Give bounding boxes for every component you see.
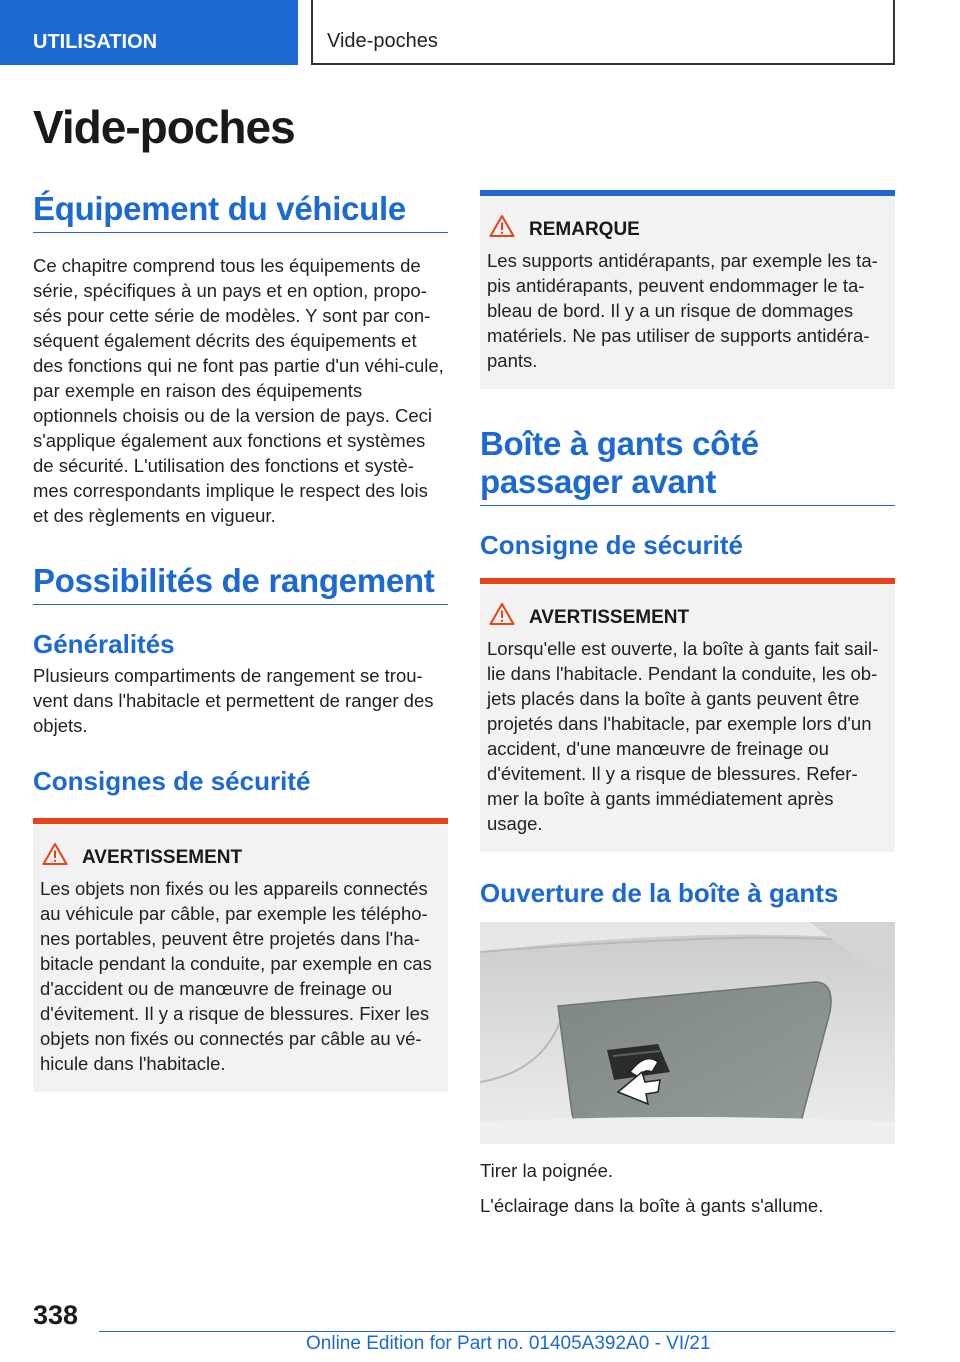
page-number: 338	[33, 1300, 79, 1330]
paragraph-equipement: Ce chapitre comprend tous les équipements de série, spécifiques à un pays et en option, propo-sés pour cette série de modèles. Y sont par con-séquent également décrits des équipements et des fonctions qui ne font pas partie d'un véhi-cule, par exemple en raison des équipements optionnels choisis ou de la version de pays. Ceci s'applique également aux fonctions et systèmes de sécurité. L'utilisation des fonctions et systè-mes correspondants implique le respect des lois et des règlements en vigueur.	[33, 255, 444, 526]
warning-text-glovebox: Lorsqu'elle est ouverte, la boîte à gants fait sail-lie dans l'habitacle. Pendant la conduite, les ob-jets placés dans la boîte à gants peuvent être projetés dans l'habitacle, par exemple lors d'un accident, d'une manœuvre de freinage ou d'évitement. Il y a risque de blessures. Refer-mer la boîte à gants immédiatement après usage.	[487, 638, 879, 834]
left-column	[33, 190, 448, 1092]
heading-consigne: Consigne de sécurité	[480, 530, 743, 560]
warning-triangle-icon	[489, 602, 515, 634]
right-column	[480, 190, 895, 1218]
paragraph-generalites: Plusieurs compartiments de rangement se trou-vent dans l'habitacle et permettent de ranger des objets.	[33, 665, 434, 736]
heading-generalites: Généralités	[33, 629, 175, 659]
breadcrumb: Vide-poches	[311, 0, 895, 65]
warning-label: AVERTISSEMENT	[82, 847, 243, 868]
page-title: Vide-poches	[33, 101, 295, 153]
remark-label: REMARQUE	[529, 219, 640, 240]
warning-text: Les objets non fixés ou les appareils connectés au véhicule par câble, par exemple les télépho-nes portables, peuvent être projetés dans l'ha-bitacle pendant la conduite, par exemple en cas d'accident ou de manœuvre de freinage ou d'évitement. Il y a risque de blessures. Fixer les objets non fixés ou connectés par câble au vé-hicule dans l'habitacle.	[40, 878, 432, 1074]
glovebox-photo	[480, 922, 895, 1144]
heading-equipement: Équipement du véhicule	[33, 190, 448, 233]
edition-text: Online Edition for Part no. 01405A392A0 - VI/21	[306, 1333, 711, 1354]
remark-box	[480, 190, 895, 389]
warning-box	[33, 818, 448, 1092]
footer-divider	[99, 1331, 895, 1332]
remark-text: Les supports antidérapants, par exemple les ta-pis antidérapants, peuvent endommager le ta-bleau de bord. Il y a un risque de dommages matériels. Ne pas utiliser de supports antidéra-pants.	[487, 250, 878, 371]
warning-triangle-icon	[42, 842, 68, 874]
remark-header	[487, 214, 888, 246]
info-triangle-icon	[489, 214, 515, 246]
warning-label-glovebox: AVERTISSEMENT	[529, 607, 690, 628]
heading-ouverture: Ouverture de la boîte à gants	[480, 878, 839, 908]
warning-header	[40, 842, 441, 874]
heading-consignes: Consignes de sécurité	[33, 766, 311, 796]
step-2: L'éclairage dans la boîte à gants s'allume.	[480, 1195, 824, 1216]
heading-possibilites: Possibilités de rangement	[33, 562, 448, 605]
heading-boite: Boîte à gants côté passager avant	[480, 425, 895, 506]
warning-box-glovebox	[480, 578, 895, 852]
step-1: Tirer la poignée.	[480, 1160, 613, 1181]
warning-header-glovebox	[487, 602, 888, 634]
section-tab: UTILISATION	[0, 0, 298, 65]
